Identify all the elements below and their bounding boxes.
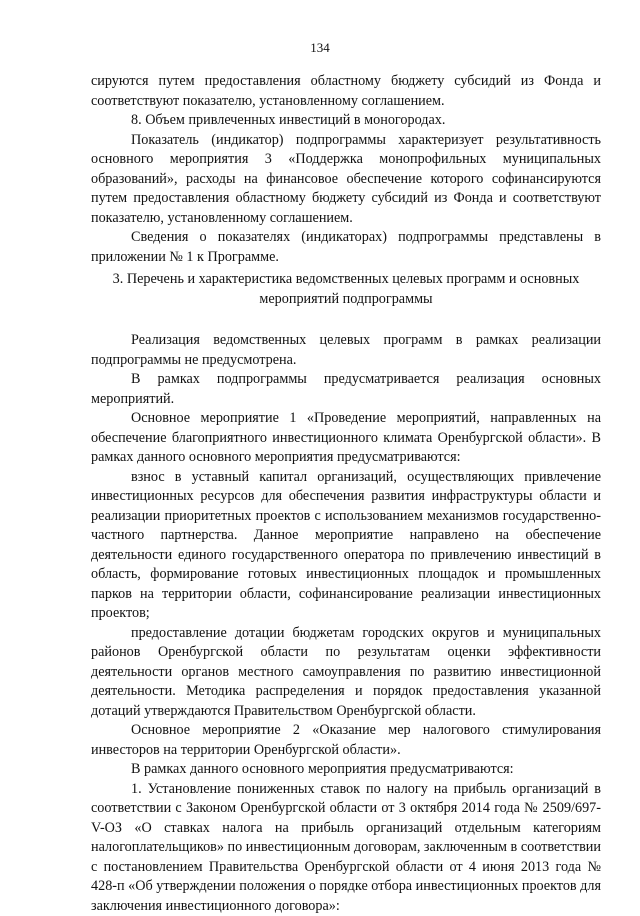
- paragraph: В рамках данного основного мероприятия предусматриваются:: [91, 760, 601, 780]
- paragraph: Реализация ведомственных целевых программ в рамках реализации подпрограммы не предусмотрена.: [91, 331, 601, 370]
- paragraph: Показатель (индикатор) подпрограммы характеризует результативность основного мероприятия 3 «Поддержка монопрофильных муниципальных образований», расходы на финансовое обеспечение которого софинансируются путем предоставления областному бюджету субсидий из Фонда и соответствуют показателю, установленному соглашением.: [91, 131, 601, 229]
- paragraph: сируются путем предоставления областному бюджету субсидий из Фонда и соответствуют показателю, установленному соглашением.: [91, 72, 601, 111]
- paragraph: Основное мероприятие 2 «Оказание мер налогового стимулирования инвесторов на территории Оренбургской области».: [91, 721, 601, 760]
- paragraph: Основное мероприятие 1 «Проведение мероприятий, направленных на обеспечение благоприятного инвестиционного климата Оренбургской области». В рамках данного основного мероприятия предусматриваются:: [91, 409, 601, 468]
- paragraph: В рамках подпрограммы предусматривается реализация основных мероприятий.: [91, 370, 601, 409]
- page-number: 134: [0, 40, 640, 56]
- body-text-block: [91, 331, 601, 916]
- paragraph: предоставление дотации бюджетам городских округов и муниципальных районов Оренбургской области по результатам оценки эффективности деятельности органов местного самоуправления по развитию инвестиционной деятельности. Методика распределения и порядок предоставления указанной дотаций утверждаются Правительством Оренбургской области.: [91, 624, 601, 722]
- top-text-block: [91, 72, 601, 267]
- paragraph: взнос в уставный капитал организаций, осуществляющих привлечение инвестиционных ресурсов для обеспечения развития инфраструктуры области и реализации приоритетных проектов с использованием механизмов государственно-частного партнерства. Данное мероприятие направлено на обеспечение деятельности единого государственного оператора по привлечению инвестиций в область, формирование готовых инвестиционных площадок и промышленных парков на территории области, софинансирование реализации инвестиционных проектов;: [91, 468, 601, 624]
- paragraph: 1. Установление пониженных ставок по налогу на прибыль организаций в соответствии с Законом Оренбургской области от 3 октября 2014 года № 2509/697-V-ОЗ «О ставках налога на прибыль организаций отдельным категориям налогоплательщиков» по инвестиционным договорам, заключенным в соответствии с постановлением Правительства Оренбургской области от 4 июня 2013 года № 428-п «Об утверждении положения о порядке отбора инвестиционных проектов для заключения инвестиционного договора»:: [91, 780, 601, 916]
- section-heading: 3. Перечень и характеристика ведомственных целевых программ и основных мероприятий подпрограммы: [91, 270, 601, 309]
- paragraph: 8. Объем привлеченных инвестиций в моногородах.: [91, 111, 601, 131]
- paragraph: Сведения о показателях (индикаторах) подпрограммы представлены в приложении № 1 к Программе.: [91, 228, 601, 267]
